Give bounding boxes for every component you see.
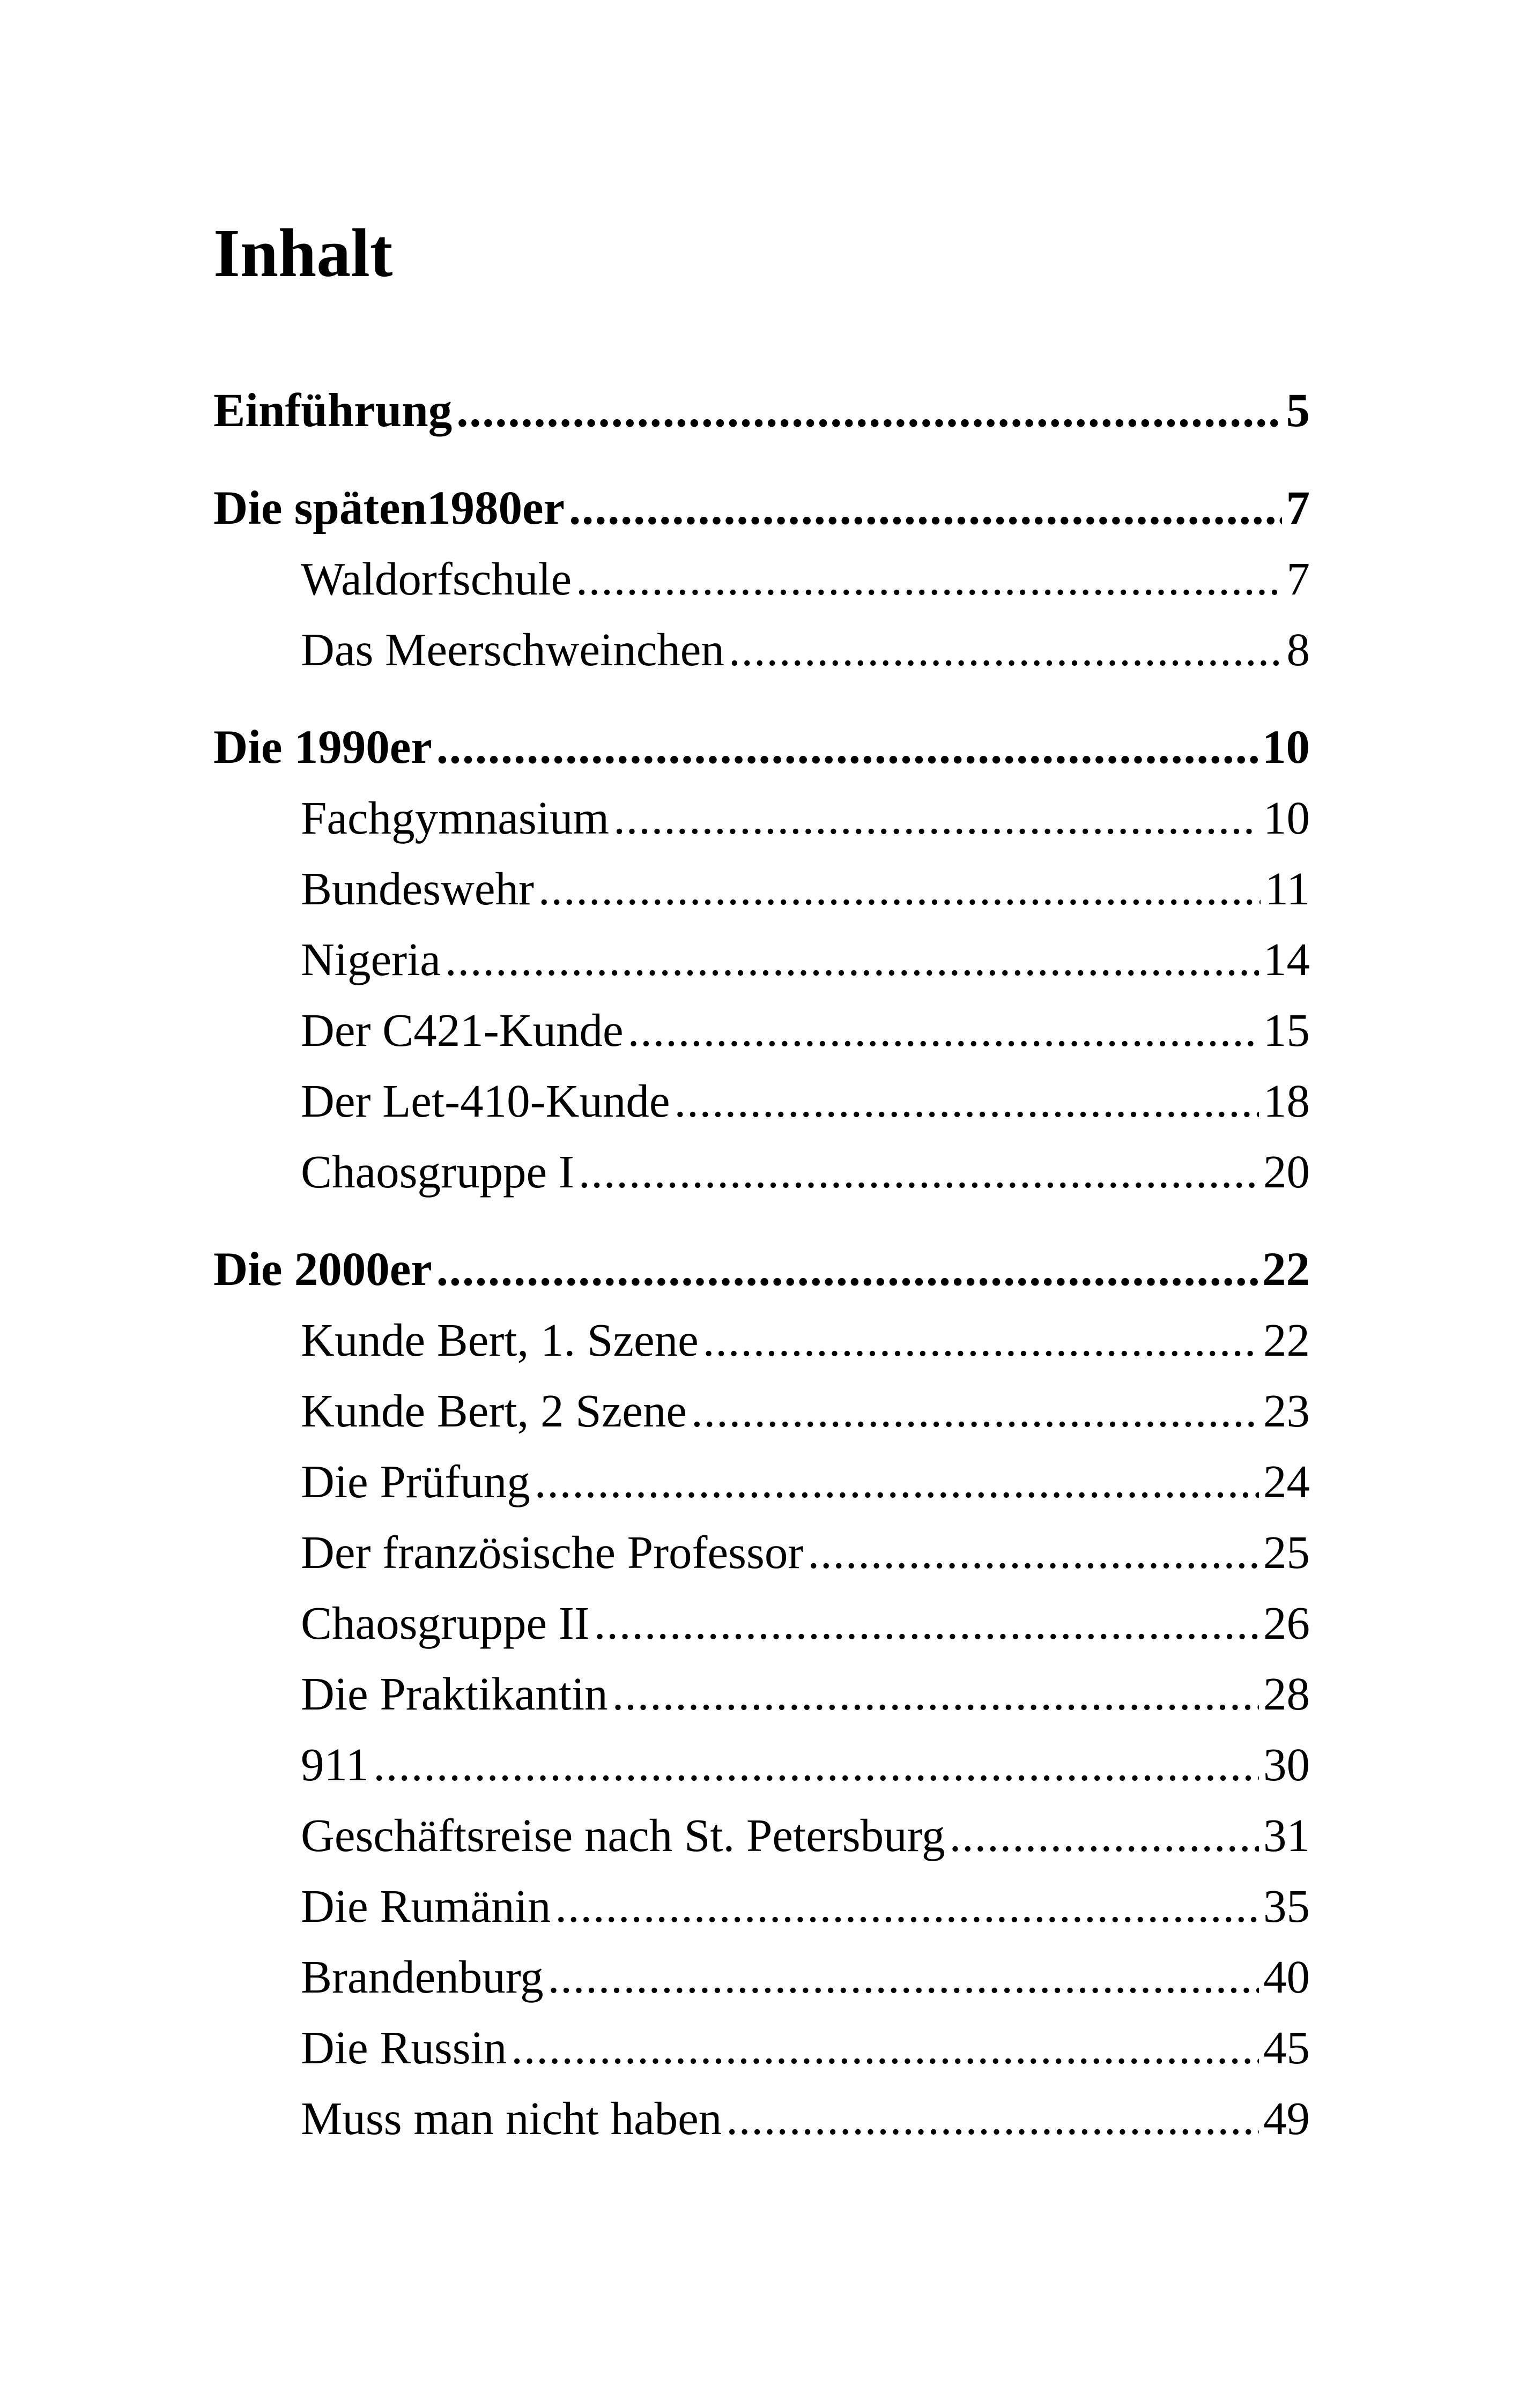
toc-section xyxy=(213,712,1310,1207)
toc-entry-911[interactable] xyxy=(213,1729,1310,1800)
page-number: 8 xyxy=(1286,623,1310,675)
entry-title: Der französische Professor xyxy=(301,1526,804,1578)
page-number: 49 xyxy=(1263,2092,1310,2144)
toc-entry-nigeria[interactable] xyxy=(213,924,1310,995)
dot-leader xyxy=(373,1729,1259,1800)
list-item xyxy=(213,853,1310,924)
toc-section xyxy=(213,1234,1310,2154)
list-item xyxy=(213,1871,1310,1942)
entry-title: Die Prüfung xyxy=(301,1455,530,1507)
toc-entry-die-russin[interactable] xyxy=(213,2012,1310,2083)
entry-title: Die Rumänin xyxy=(301,1880,551,1932)
entry-title: Bundeswehr xyxy=(301,863,534,915)
toc-entry-kunde-bert-1-szene[interactable] xyxy=(213,1305,1310,1376)
dot-leader xyxy=(579,1136,1259,1207)
entry-title: Geschäftsreise nach St. Petersburg xyxy=(301,1809,945,1861)
entry-title: Muss man nicht haben xyxy=(301,2092,722,2144)
list-item xyxy=(213,1066,1310,1136)
toc-entry-fachgymnasium[interactable] xyxy=(213,783,1310,853)
page-number: 10 xyxy=(1263,792,1310,844)
dot-leader xyxy=(569,473,1281,544)
toc-chapter-die-2000er[interactable] xyxy=(213,1234,1310,1305)
page-number: 23 xyxy=(1263,1385,1310,1437)
toc-entry-brandenburg[interactable] xyxy=(213,1942,1310,2012)
chapter-title: Einführung xyxy=(213,384,453,437)
entry-title: Kunde Bert, 1. Szene xyxy=(301,1314,699,1366)
page-number: 22 xyxy=(1263,1314,1310,1366)
entry-title: Chaosgruppe II xyxy=(301,1597,590,1649)
toc-entry-das-meerschweinchen[interactable] xyxy=(213,614,1310,685)
entry-title: Die Praktikantin xyxy=(301,1668,608,1720)
toc-subentries xyxy=(213,783,1310,1207)
list-item xyxy=(213,995,1310,1066)
toc-subentries xyxy=(213,544,1310,685)
toc-entry-der-let-410-kunde[interactable] xyxy=(213,1066,1310,1136)
dot-leader xyxy=(726,2083,1259,2154)
toc-entry-der-c421-kunde[interactable] xyxy=(213,995,1310,1066)
dot-leader xyxy=(538,853,1261,924)
toc-section xyxy=(213,375,1310,446)
toc-entry-geschaeftsreise-nach-st-petersburg[interactable] xyxy=(213,1800,1310,1871)
page-number: 24 xyxy=(1263,1455,1310,1507)
entry-title: Waldorfschule xyxy=(301,553,572,605)
page-number: 5 xyxy=(1286,384,1310,437)
page-number: 40 xyxy=(1263,1951,1310,2003)
entry-title: Der C421-Kunde xyxy=(301,1004,624,1056)
list-item xyxy=(213,1376,1310,1446)
entry-title: Brandenburg xyxy=(301,1951,544,2003)
dot-leader xyxy=(436,712,1258,783)
page-number: 22 xyxy=(1262,1243,1310,1296)
dot-leader xyxy=(950,1800,1259,1871)
page-number: 25 xyxy=(1263,1526,1310,1578)
dot-leader xyxy=(729,614,1283,685)
entry-title: Fachgymnasium xyxy=(301,792,610,844)
toc-chapter-die-1990er[interactable] xyxy=(213,712,1310,783)
list-item xyxy=(213,2083,1310,2154)
toc-entry-kunde-bert-2-szene[interactable] xyxy=(213,1376,1310,1446)
toc-entry-der-franzoesische-professor[interactable] xyxy=(213,1517,1310,1588)
page-title: Inhalt xyxy=(213,215,393,291)
list-item xyxy=(213,1305,1310,1376)
toc-entry-chaosgruppe-ii[interactable] xyxy=(213,1588,1310,1659)
toc-subentries xyxy=(213,1305,1310,2154)
list-item xyxy=(213,2012,1310,2083)
dot-leader xyxy=(445,924,1259,995)
toc-entry-chaosgruppe-i[interactable] xyxy=(213,1136,1310,1207)
dot-leader xyxy=(511,2012,1259,2083)
page-number: 7 xyxy=(1286,553,1310,605)
list-item xyxy=(213,783,1310,853)
page-number: 18 xyxy=(1263,1075,1310,1127)
toc-entry-muss-man-nicht-haben[interactable] xyxy=(213,2083,1310,2154)
chapter-title: Die 2000er xyxy=(213,1243,432,1296)
list-item xyxy=(213,1588,1310,1659)
page-number: 28 xyxy=(1263,1668,1310,1720)
dot-leader xyxy=(548,1942,1259,2012)
dot-leader xyxy=(628,995,1259,1066)
chapter-title: Die späten1980er xyxy=(213,482,565,534)
list-item xyxy=(213,614,1310,685)
toc-chapter-die-spaeten1980er[interactable] xyxy=(213,473,1310,544)
page-number: 35 xyxy=(1263,1880,1310,1932)
page-number: 15 xyxy=(1263,1004,1310,1056)
dot-leader xyxy=(594,1588,1259,1659)
toc-entry-bundeswehr[interactable] xyxy=(213,853,1310,924)
list-item xyxy=(213,1800,1310,1871)
dot-leader xyxy=(703,1305,1259,1376)
dot-leader xyxy=(456,375,1281,446)
dot-leader xyxy=(613,783,1259,853)
dot-leader xyxy=(535,1446,1259,1517)
toc-section xyxy=(213,473,1310,685)
page-number: 14 xyxy=(1263,933,1310,985)
list-item xyxy=(213,544,1310,614)
entry-title: Der Let-410-Kunde xyxy=(301,1075,670,1127)
list-item xyxy=(213,1446,1310,1517)
entry-title: Chaosgruppe I xyxy=(301,1146,574,1198)
page-number: 7 xyxy=(1286,482,1310,534)
page-number: 20 xyxy=(1263,1146,1310,1198)
chapter-title: Die 1990er xyxy=(213,721,432,774)
page-number: 45 xyxy=(1263,2021,1310,2073)
entry-title: 911 xyxy=(301,1738,369,1790)
toc-entry-die-pruefung[interactable] xyxy=(213,1446,1310,1517)
toc-entry-die-rumaenin[interactable] xyxy=(213,1871,1310,1942)
page-number: 30 xyxy=(1263,1738,1310,1790)
list-item xyxy=(213,1942,1310,2012)
dot-leader xyxy=(436,1234,1258,1305)
dot-leader xyxy=(674,1066,1259,1136)
list-item xyxy=(213,1136,1310,1207)
table-of-contents xyxy=(213,375,1310,2154)
entry-title: Kunde Bert, 2 Szene xyxy=(301,1385,687,1437)
toc-entry-waldorfschule[interactable] xyxy=(213,544,1310,614)
toc-chapter-einfuehrung[interactable] xyxy=(213,375,1310,446)
page-number: 11 xyxy=(1265,863,1310,915)
dot-leader xyxy=(691,1376,1259,1446)
list-item xyxy=(213,1729,1310,1800)
dot-leader xyxy=(555,1871,1259,1942)
entry-title: Die Russin xyxy=(301,2021,507,2073)
page-number: 26 xyxy=(1263,1597,1310,1649)
dot-leader xyxy=(576,544,1282,614)
dot-leader xyxy=(807,1517,1259,1588)
list-item xyxy=(213,1517,1310,1588)
entry-title: Das Meerschweinchen xyxy=(301,623,724,675)
list-item xyxy=(213,1659,1310,1729)
dot-leader xyxy=(612,1659,1259,1729)
list-item xyxy=(213,924,1310,995)
entry-title: Nigeria xyxy=(301,933,441,985)
page-number: 31 xyxy=(1263,1809,1310,1861)
toc-entry-die-praktikantin[interactable] xyxy=(213,1659,1310,1729)
page-number: 10 xyxy=(1262,721,1310,774)
